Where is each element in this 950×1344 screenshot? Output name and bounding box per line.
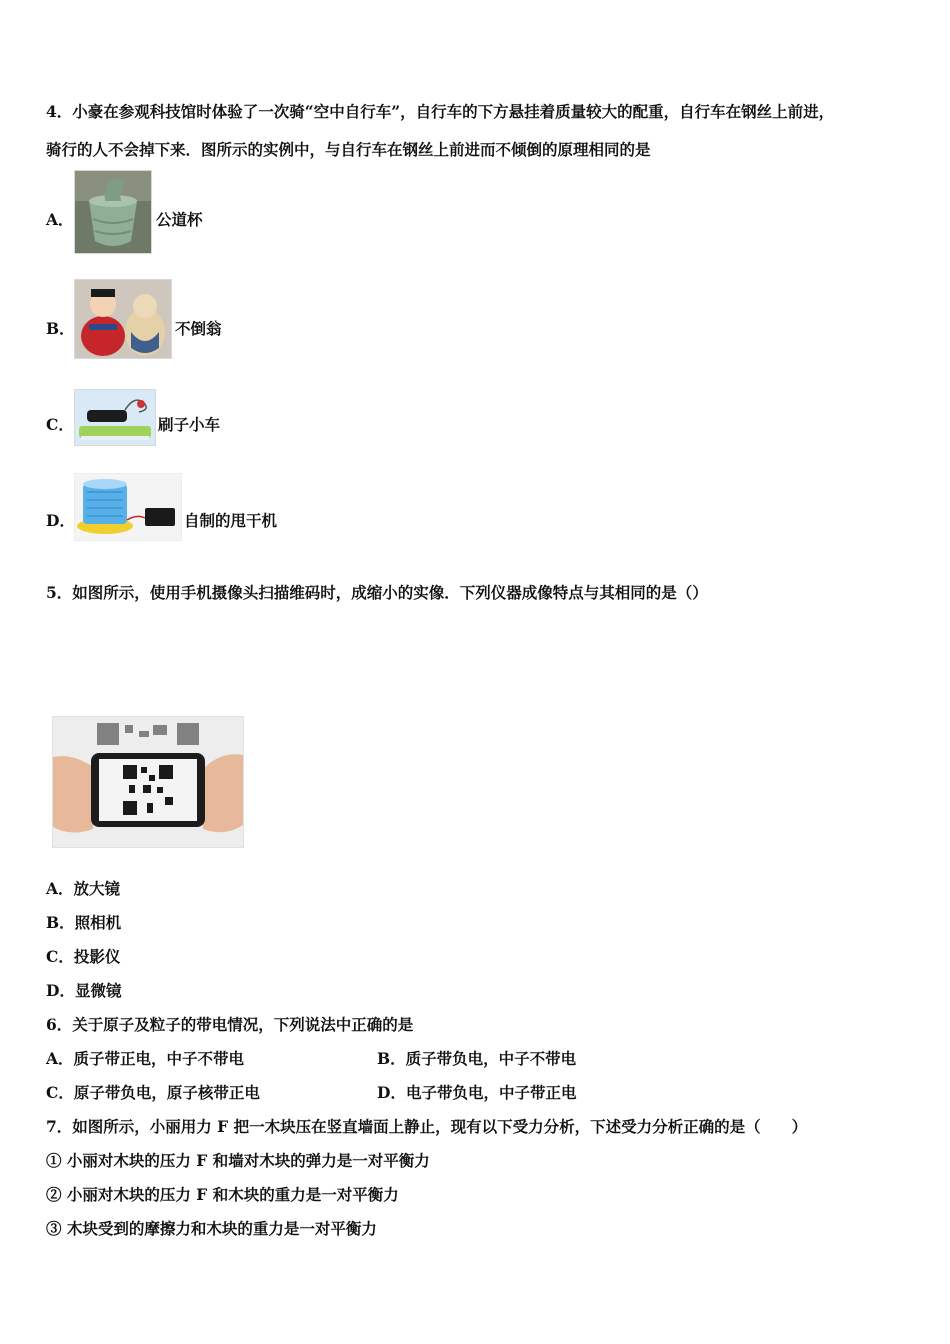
q6-option-a: A．质子带正电，中子不带电 [46,1049,245,1068]
q6-option-d: D．电子带负电，中子带正电 [377,1083,577,1102]
q7-statement-2: ② 小丽对木块的压力 F 和木块的重力是一对平衡力 [46,1185,399,1204]
phone-scanning-qr-photo [52,716,244,848]
q6-option-c: C．原子带负电，原子核带正电 [46,1083,260,1102]
q4-option-a-letter: A． [46,210,74,229]
q5-option-b: B．照相机 [46,913,122,932]
q5-option-d: D．显微镜 [46,981,122,1000]
q4-option-a-caption: 公道杯 [156,210,203,229]
q4-option-c-caption: 刷子小车 [158,415,221,434]
q7-statement-1: ① 小丽对木块的压力 F 和墙对木块的弹力是一对平衡力 [46,1151,430,1170]
q4-option-c-letter: C． [46,415,74,434]
q6-stem: 6．关于原子及粒子的带电情况，下列说法中正确的是 [46,1015,414,1034]
q5-option-c: C．投影仪 [46,947,121,966]
q5-stem: 5．如图所示，使用手机摄像头扫描维码时，成缩小的实像．下列仪器成像特点与其相同的是（） [46,583,708,602]
celadon-cup-photo [74,170,152,254]
tumbler-dolls-photo [74,279,172,359]
q4-stem-line2: 骑行的人不会掉下来．图所示的实例中，与自行车在钢丝上前进而不倾倒的原理相同的是 [46,140,651,159]
q4-option-b-letter: B． [46,319,75,338]
brush-car-photo [74,389,156,446]
q4-option-d-caption: 自制的甩干机 [184,511,278,530]
q4-stem-line1: 4．小豪在参观科技馆时体验了一次骑“空中自行车”，自行车的下方悬挂着质量较大的配重，自行车在钢丝上前进， [46,102,835,121]
q6-option-b: B．质子带负电，中子不带电 [377,1049,577,1068]
spin-dryer-photo [74,473,182,541]
q7-stem: 7．如图所示，小丽用力 F 把一木块压在竖直墙面上静止，现有以下受力分析，下述受力分析正确的是（ ） [46,1117,808,1136]
q4-option-d-letter: D． [46,511,75,530]
q4-option-b-caption: 不倒翁 [175,319,222,338]
q5-option-a: A．放大镜 [46,879,121,898]
q7-statement-3: ③ 木块受到的摩擦力和木块的重力是一对平衡力 [46,1219,377,1238]
